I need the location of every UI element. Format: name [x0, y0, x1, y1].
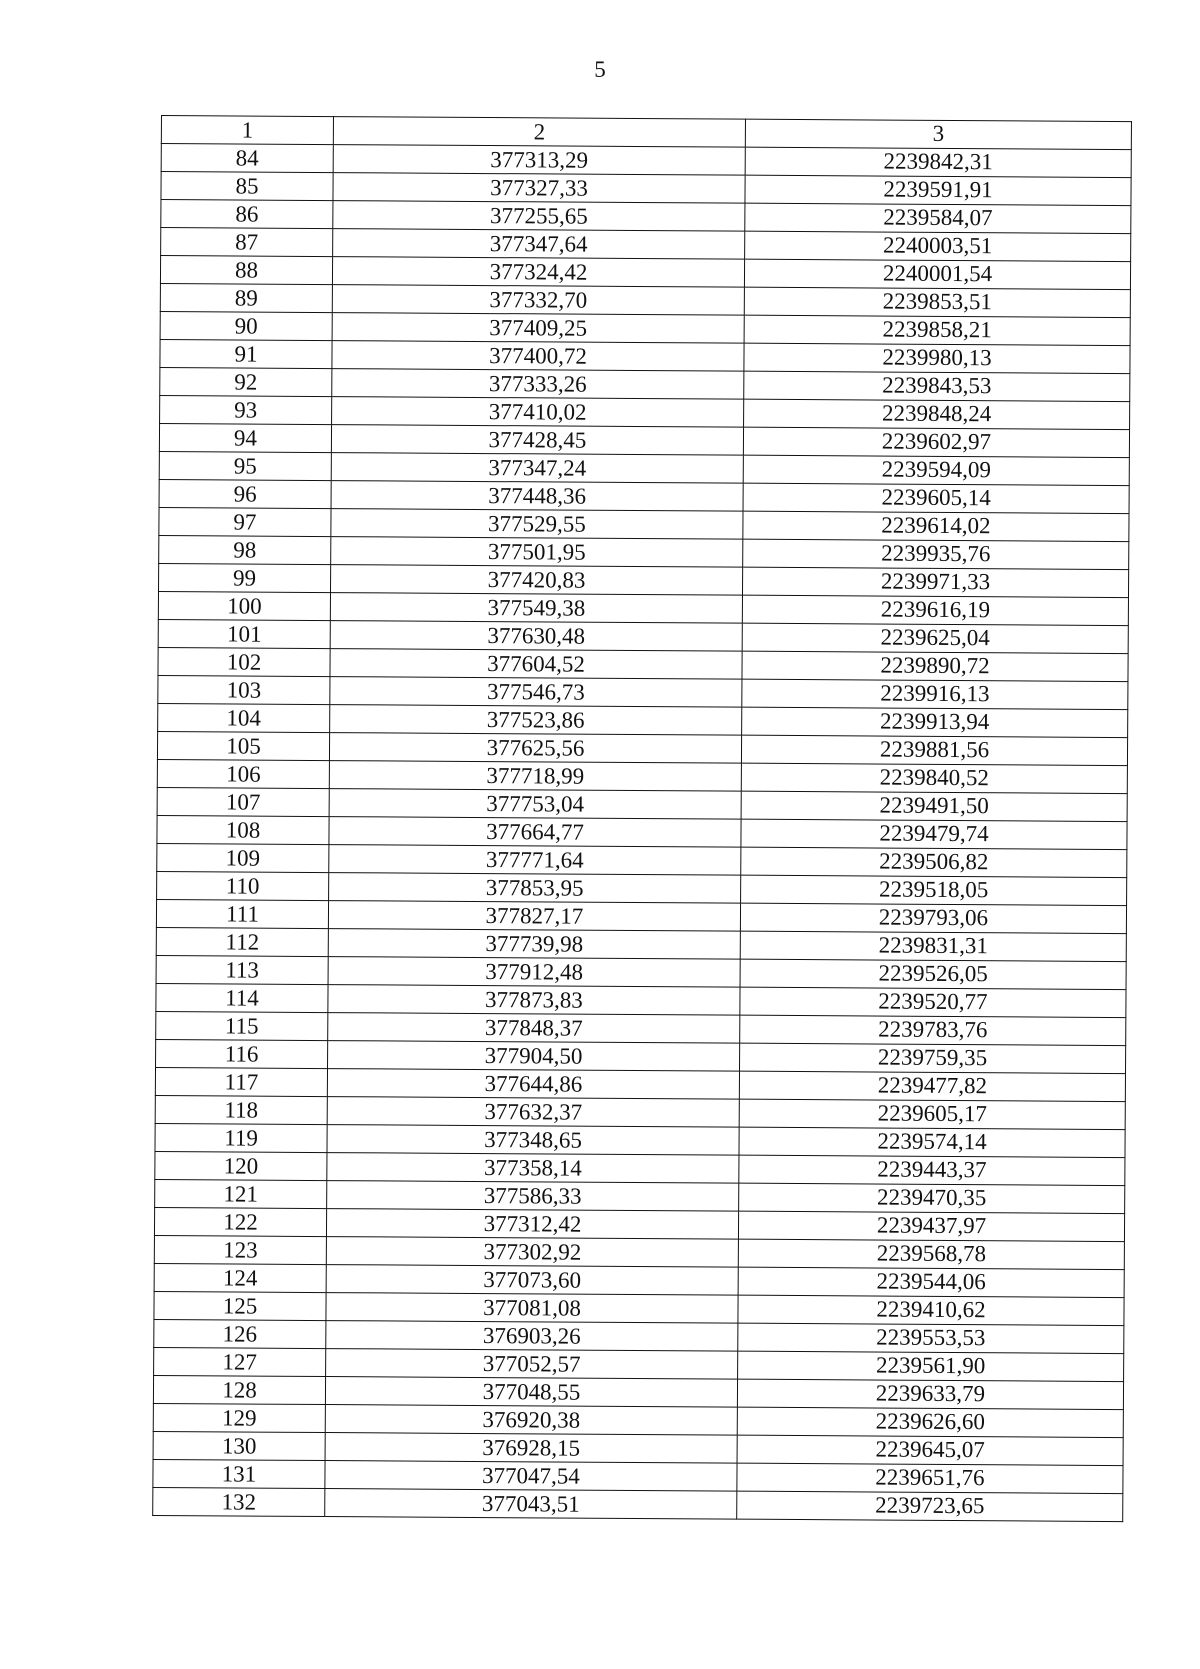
y-coordinate-cell: 2239477,82: [739, 1071, 1125, 1101]
header-cell-2: 2: [333, 117, 745, 148]
point-number-cell: 112: [156, 927, 328, 956]
x-coordinate-cell: 377043,51: [325, 1489, 737, 1520]
x-coordinate-cell: 376920,38: [325, 1405, 737, 1436]
x-coordinate-cell: 377827,17: [328, 901, 740, 932]
point-number-cell: 93: [160, 395, 332, 424]
y-coordinate-cell: 2239935,76: [743, 539, 1129, 569]
y-coordinate-cell: 2239506,82: [741, 847, 1127, 877]
y-coordinate-cell: 2239881,56: [741, 735, 1127, 765]
point-number-cell: 96: [159, 479, 331, 508]
y-coordinate-cell: 2239605,17: [739, 1099, 1125, 1129]
point-number-cell: 98: [159, 535, 331, 564]
y-coordinate-cell: 2239605,14: [743, 483, 1129, 513]
point-number-cell: 90: [160, 311, 332, 340]
x-coordinate-cell: 376903,26: [326, 1321, 738, 1352]
point-number-cell: 94: [159, 423, 331, 452]
point-number-cell: 123: [154, 1235, 326, 1264]
y-coordinate-cell: 2239625,04: [742, 623, 1128, 653]
y-coordinate-cell: 2239626,60: [737, 1407, 1123, 1437]
y-coordinate-cell: 2239651,76: [737, 1463, 1123, 1493]
point-number-cell: 88: [160, 256, 332, 285]
y-coordinate-cell: 2239553,53: [738, 1323, 1124, 1353]
point-number-cell: 113: [156, 955, 328, 984]
x-coordinate-cell: 377448,36: [331, 481, 743, 512]
x-coordinate-cell: 377501,95: [331, 537, 743, 568]
y-coordinate-cell: 2239980,13: [744, 343, 1130, 373]
y-coordinate-cell: 2239470,35: [739, 1183, 1125, 1213]
y-coordinate-cell: 2239848,24: [744, 399, 1130, 429]
y-coordinate-cell: 2239526,05: [740, 959, 1126, 989]
point-number-cell: 115: [156, 1011, 328, 1040]
point-number-cell: 131: [153, 1459, 325, 1488]
x-coordinate-cell: 377420,83: [331, 565, 743, 596]
point-number-cell: 107: [157, 787, 329, 816]
y-coordinate-cell: 2239491,50: [741, 791, 1127, 821]
x-coordinate-cell: 377327,33: [333, 173, 745, 204]
x-coordinate-cell: 377546,73: [330, 677, 742, 708]
y-coordinate-cell: 2239842,31: [745, 147, 1131, 177]
point-number-cell: 106: [157, 759, 329, 788]
point-number-cell: 95: [159, 451, 331, 480]
x-coordinate-cell: 377409,25: [332, 313, 744, 344]
y-coordinate-cell: 2239591,91: [745, 175, 1131, 205]
y-coordinate-cell: 2239584,07: [745, 203, 1131, 233]
x-coordinate-cell: 377081,08: [326, 1293, 738, 1324]
x-coordinate-cell: 377739,98: [328, 929, 740, 960]
x-coordinate-cell: 377428,45: [331, 425, 743, 456]
x-coordinate-cell: 377348,65: [327, 1125, 739, 1156]
point-number-cell: 85: [161, 172, 333, 201]
point-number-cell: 129: [153, 1403, 325, 1432]
x-coordinate-cell: 377664,77: [329, 817, 741, 848]
x-coordinate-cell: 377313,29: [333, 145, 745, 176]
point-number-cell: 99: [159, 563, 331, 592]
x-coordinate-cell: 377529,55: [331, 509, 743, 540]
x-coordinate-cell: 377753,04: [329, 789, 741, 820]
x-coordinate-cell: 377073,60: [326, 1265, 738, 1296]
point-number-cell: 103: [158, 675, 330, 704]
point-number-cell: 87: [161, 228, 333, 257]
x-coordinate-cell: 377333,26: [332, 369, 744, 400]
point-number-cell: 111: [156, 899, 328, 928]
point-number-cell: 109: [157, 843, 329, 872]
x-coordinate-cell: 377549,38: [330, 593, 742, 624]
y-coordinate-cell: 2239602,97: [743, 427, 1129, 457]
x-coordinate-cell: 377302,92: [326, 1237, 738, 1268]
point-number-cell: 124: [154, 1263, 326, 1292]
point-number-cell: 127: [154, 1347, 326, 1376]
point-number-cell: 118: [155, 1095, 327, 1124]
x-coordinate-cell: 377523,86: [330, 705, 742, 736]
y-coordinate-cell: 2239561,90: [738, 1351, 1124, 1381]
x-coordinate-cell: 377347,64: [333, 229, 745, 260]
y-coordinate-cell: 2239840,52: [741, 763, 1127, 793]
y-coordinate-cell: 2239568,78: [738, 1239, 1124, 1269]
y-coordinate-cell: 2239843,53: [744, 371, 1130, 401]
point-number-cell: 128: [153, 1375, 325, 1404]
y-coordinate-cell: 2239645,07: [737, 1435, 1123, 1465]
x-coordinate-cell: 377255,65: [333, 201, 745, 232]
y-coordinate-cell: 2239853,51: [744, 287, 1130, 317]
point-number-cell: 86: [161, 200, 333, 229]
y-coordinate-cell: 2239793,06: [740, 903, 1126, 933]
point-number-cell: 102: [158, 647, 330, 676]
y-coordinate-cell: 2239723,65: [737, 1491, 1123, 1521]
x-coordinate-cell: 377312,42: [326, 1209, 738, 1240]
point-number-cell: 114: [156, 983, 328, 1012]
x-coordinate-cell: 377347,24: [331, 453, 743, 484]
y-coordinate-cell: 2239831,31: [740, 931, 1126, 961]
y-coordinate-cell: 2239410,62: [738, 1295, 1124, 1325]
x-coordinate-cell: 377718,99: [329, 761, 741, 792]
y-coordinate-cell: 2240001,54: [744, 259, 1130, 289]
y-coordinate-cell: 2239971,33: [742, 567, 1128, 597]
x-coordinate-cell: 377604,52: [330, 649, 742, 680]
y-coordinate-cell: 2239616,19: [742, 595, 1128, 625]
point-number-cell: 132: [153, 1487, 325, 1516]
x-coordinate-cell: 377052,57: [326, 1349, 738, 1380]
point-number-cell: 108: [157, 815, 329, 844]
y-coordinate-cell: 2239633,79: [737, 1379, 1123, 1409]
x-coordinate-cell: 377632,37: [327, 1097, 739, 1128]
point-number-cell: 126: [154, 1319, 326, 1348]
x-coordinate-cell: 377410,02: [332, 397, 744, 428]
point-number-cell: 122: [154, 1207, 326, 1236]
y-coordinate-cell: 2239437,97: [738, 1211, 1124, 1241]
point-number-cell: 101: [158, 619, 330, 648]
x-coordinate-cell: 377912,48: [328, 957, 740, 988]
point-number-cell: 89: [160, 283, 332, 312]
x-coordinate-cell: 377048,55: [325, 1377, 737, 1408]
point-number-cell: 119: [155, 1123, 327, 1152]
point-number-cell: 92: [160, 367, 332, 396]
x-coordinate-cell: 377853,95: [329, 873, 741, 904]
y-coordinate-cell: 2239858,21: [744, 315, 1130, 345]
point-number-cell: 84: [161, 144, 333, 173]
y-coordinate-cell: 2239614,02: [743, 511, 1129, 541]
y-coordinate-cell: 2239520,77: [740, 987, 1126, 1017]
y-coordinate-cell: 2239783,76: [740, 1015, 1126, 1045]
x-coordinate-cell: 377904,50: [328, 1041, 740, 1072]
table-body: [153, 144, 1132, 1522]
point-number-cell: 117: [155, 1067, 327, 1096]
x-coordinate-cell: 377625,56: [329, 733, 741, 764]
x-coordinate-cell: 377358,14: [327, 1153, 739, 1184]
x-coordinate-cell: 377644,86: [327, 1069, 739, 1100]
x-coordinate-cell: 376928,15: [325, 1433, 737, 1464]
point-number-cell: 105: [157, 731, 329, 760]
table-row: [153, 1487, 1123, 1521]
point-number-cell: 104: [158, 703, 330, 732]
x-coordinate-cell: 377873,83: [328, 985, 740, 1016]
y-coordinate-cell: 2239759,35: [740, 1043, 1126, 1073]
x-coordinate-cell: 377400,72: [332, 341, 744, 372]
y-coordinate-cell: 2239916,13: [742, 679, 1128, 709]
point-number-cell: 130: [153, 1431, 325, 1460]
x-coordinate-cell: 377047,54: [325, 1461, 737, 1492]
point-number-cell: 97: [159, 507, 331, 536]
y-coordinate-cell: 2239443,37: [739, 1155, 1125, 1185]
point-number-cell: 100: [158, 591, 330, 620]
coordinates-table: [152, 115, 1132, 1522]
header-cell-1: 1: [161, 116, 333, 145]
y-coordinate-cell: 2239574,14: [739, 1127, 1125, 1157]
y-coordinate-cell: 2239913,94: [742, 707, 1128, 737]
page-number: 5: [594, 57, 606, 82]
point-number-cell: 120: [155, 1151, 327, 1180]
y-coordinate-cell: 2239544,06: [738, 1267, 1124, 1297]
header-cell-3: 3: [745, 119, 1131, 149]
point-number-cell: 125: [154, 1291, 326, 1320]
x-coordinate-cell: 377324,42: [332, 257, 744, 288]
y-coordinate-cell: 2240003,51: [745, 231, 1131, 261]
y-coordinate-cell: 2239594,09: [743, 455, 1129, 485]
y-coordinate-cell: 2239518,05: [741, 875, 1127, 905]
y-coordinate-cell: 2239890,72: [742, 651, 1128, 681]
x-coordinate-cell: 377771,64: [329, 845, 741, 876]
y-coordinate-cell: 2239479,74: [741, 819, 1127, 849]
point-number-cell: 121: [155, 1179, 327, 1208]
x-coordinate-cell: 377630,48: [330, 621, 742, 652]
point-number-cell: 116: [156, 1039, 328, 1068]
point-number-cell: 110: [157, 871, 329, 900]
x-coordinate-cell: 377332,70: [332, 285, 744, 316]
x-coordinate-cell: 377848,37: [328, 1013, 740, 1044]
x-coordinate-cell: 377586,33: [327, 1181, 739, 1212]
point-number-cell: 91: [160, 339, 332, 368]
